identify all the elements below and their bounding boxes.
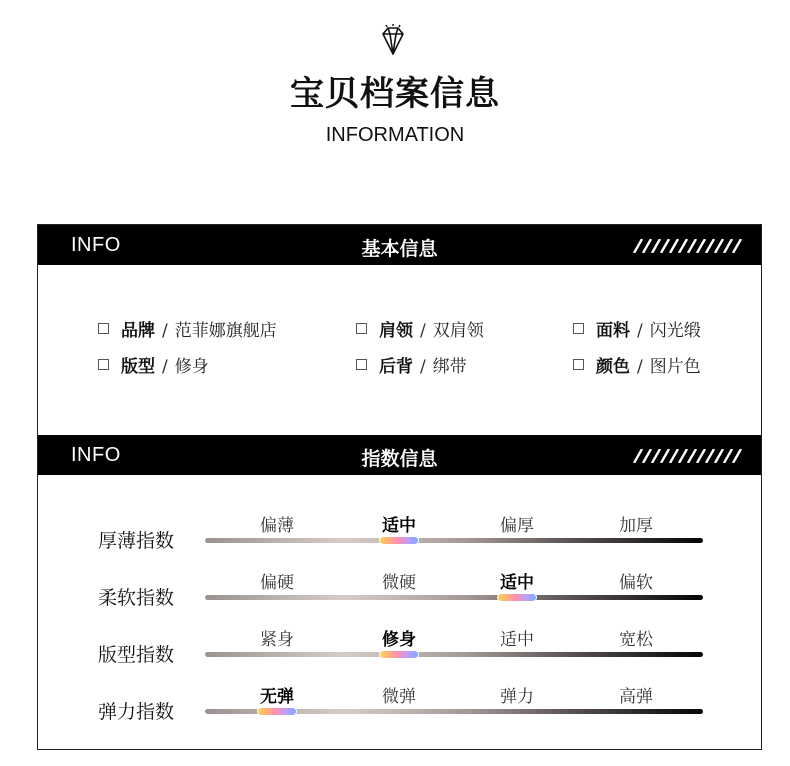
basic-section-header (38, 225, 761, 265)
separator: / (162, 321, 168, 341)
scale-option: 偏厚 (500, 516, 534, 536)
scale-option: 宽松 (619, 630, 653, 650)
basic-item (573, 319, 701, 343)
checkbox-icon (356, 323, 367, 334)
scale-option: 适中 (500, 630, 534, 650)
stripes-decoration (632, 239, 742, 253)
basic-item (98, 319, 277, 343)
scale-option: 加厚 (619, 516, 653, 536)
basic-item-key: 版型 (121, 357, 155, 377)
scale-option: 弹力 (500, 687, 534, 707)
basic-item-key: 品牌 (121, 321, 155, 341)
basic-item (356, 319, 484, 343)
diamond-icon (376, 24, 410, 58)
info-card (37, 224, 762, 750)
basic-item-value: 双肩领 (432, 321, 484, 341)
separator: / (162, 357, 168, 377)
scale-option: 无弹 (260, 687, 294, 707)
basic-item (98, 355, 209, 379)
section-heading: 基本信息 (361, 238, 438, 260)
checkbox-icon (573, 323, 584, 334)
checkbox-icon (573, 359, 584, 370)
basic-info-grid (98, 319, 738, 399)
scale-option: 高弹 (619, 687, 653, 707)
basic-item-value: 范菲娜旗舰店 (174, 321, 277, 341)
scale-indicator (379, 650, 419, 659)
separator: / (420, 321, 426, 341)
index-row (38, 682, 761, 732)
basic-item (356, 355, 467, 379)
section-tag: INFO (71, 234, 121, 256)
scale-bar (205, 538, 703, 543)
separator: / (637, 357, 643, 377)
scale-bar (205, 595, 703, 600)
index-row (38, 625, 761, 675)
scale-indicator (497, 593, 537, 602)
index-label: 柔软指数 (98, 587, 175, 609)
scale-option: 修身 (382, 630, 416, 650)
checkbox-icon (98, 323, 109, 334)
index-label: 弹力指数 (98, 701, 175, 723)
checkbox-icon (356, 359, 367, 370)
scale-option: 偏软 (619, 573, 653, 593)
page-title: 宝贝档案信息 (290, 74, 500, 114)
section-tag: INFO (71, 444, 121, 466)
scale-indicator (257, 707, 297, 716)
scale-bar (205, 652, 703, 657)
basic-item-value: 修身 (174, 357, 209, 377)
basic-item-value: 图片色 (649, 357, 701, 377)
index-label: 厚薄指数 (98, 530, 175, 552)
basic-item-value: 闪光缎 (649, 321, 701, 341)
stripes-decoration (632, 449, 742, 463)
index-section-header (38, 435, 761, 475)
scale-option: 微弹 (382, 687, 416, 707)
scale-option: 适中 (500, 573, 534, 593)
scale-option: 适中 (382, 516, 416, 536)
page-subtitle: INFORMATION (325, 124, 465, 146)
scale-option: 紧身 (260, 630, 294, 650)
scale-option: 偏薄 (260, 516, 294, 536)
index-row (38, 511, 761, 561)
index-label: 版型指数 (98, 644, 175, 666)
index-row (38, 568, 761, 618)
separator: / (637, 321, 643, 341)
basic-item-key: 面料 (596, 321, 630, 341)
basic-item-key: 肩领 (379, 321, 413, 341)
section-heading: 指数信息 (361, 448, 438, 470)
basic-item-key: 颜色 (596, 357, 630, 377)
basic-item (573, 355, 701, 379)
basic-item-key: 后背 (379, 357, 413, 377)
scale-option: 微硬 (382, 573, 416, 593)
scale-indicator (379, 536, 419, 545)
separator: / (420, 357, 426, 377)
checkbox-icon (98, 359, 109, 370)
basic-item-value: 绑带 (432, 357, 467, 377)
scale-option: 偏硬 (260, 573, 294, 593)
